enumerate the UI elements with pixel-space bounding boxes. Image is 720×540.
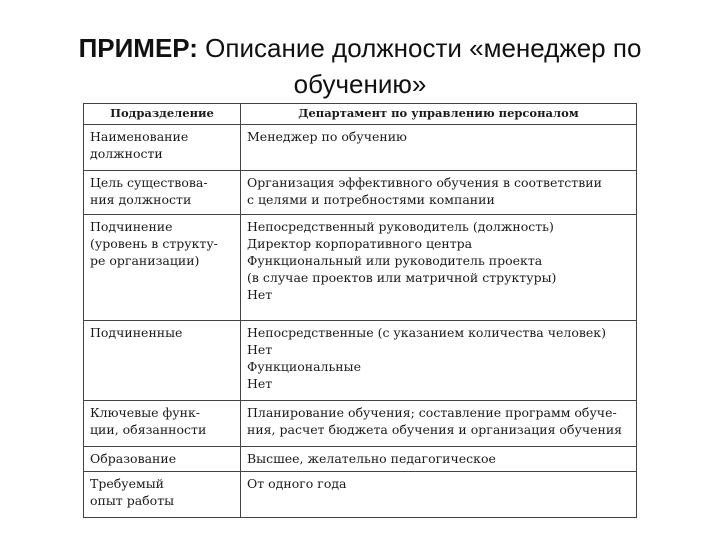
table-row-education <box>84 447 637 472</box>
value-line: От одного года <box>247 476 347 491</box>
row-value <box>241 401 637 447</box>
table-row-position-name <box>84 125 637 171</box>
row-value <box>241 125 637 171</box>
title-text: Описание должности «менеджер по обучению» <box>205 33 642 99</box>
table-row-key-functions <box>84 401 637 447</box>
value-line: Непосредственные (с указанием количества человек) <box>247 325 606 340</box>
header-department-label: Подразделение <box>84 104 241 125</box>
row-value <box>241 171 637 215</box>
title-prefix: ПРИМЕР: <box>78 33 198 63</box>
row-label: Наименование должности <box>84 125 241 171</box>
value-line: Нет <box>247 287 273 302</box>
value-line: ния, расчет бюджета обучения и организация обучения <box>247 422 623 437</box>
row-label: Цель существова- ния должности <box>84 171 241 215</box>
value-line: Функциональный или руководитель проекта <box>247 253 543 268</box>
value-line: Директор корпоративного центра <box>247 236 473 251</box>
table-row-experience <box>84 472 637 518</box>
value-line: Функциональные <box>247 359 361 374</box>
table-header-row <box>84 104 637 125</box>
table-row-position-goal <box>84 171 637 215</box>
row-value <box>241 472 637 518</box>
value-line: Планирование обучения; составление программ обуче- <box>247 405 617 420</box>
value-line: Нет <box>247 342 273 357</box>
table-row-reporting <box>84 215 637 321</box>
page-title <box>40 30 680 102</box>
value-line: Нет <box>247 376 273 391</box>
row-value <box>241 215 637 321</box>
table-row-subordinates <box>84 321 637 401</box>
row-label: Ключевые функ- ции, обязанности <box>84 401 241 447</box>
value-line: Менеджер по обучению <box>247 129 407 144</box>
value-line: Организация эффективного обучения в соответствии <box>247 175 602 190</box>
row-label: Подчинение (уровень в структу- ре организации) <box>84 215 241 321</box>
value-line: (в случае проектов или матричной структуры) <box>247 270 557 285</box>
row-label: Требуемый опыт работы <box>84 472 241 518</box>
row-label: Образование <box>84 447 241 472</box>
row-label: Подчиненные <box>84 321 241 401</box>
row-value <box>241 321 637 401</box>
value-line: с целями и потребностями компании <box>247 192 495 207</box>
row-value <box>241 447 637 472</box>
value-line: Высшее, желательно педагогическое <box>247 451 496 466</box>
header-department-value: Департамент по управлению персоналом <box>241 104 637 125</box>
value-line: Непосредственный руководитель (должность) <box>247 219 554 234</box>
job-description-table <box>83 103 637 518</box>
